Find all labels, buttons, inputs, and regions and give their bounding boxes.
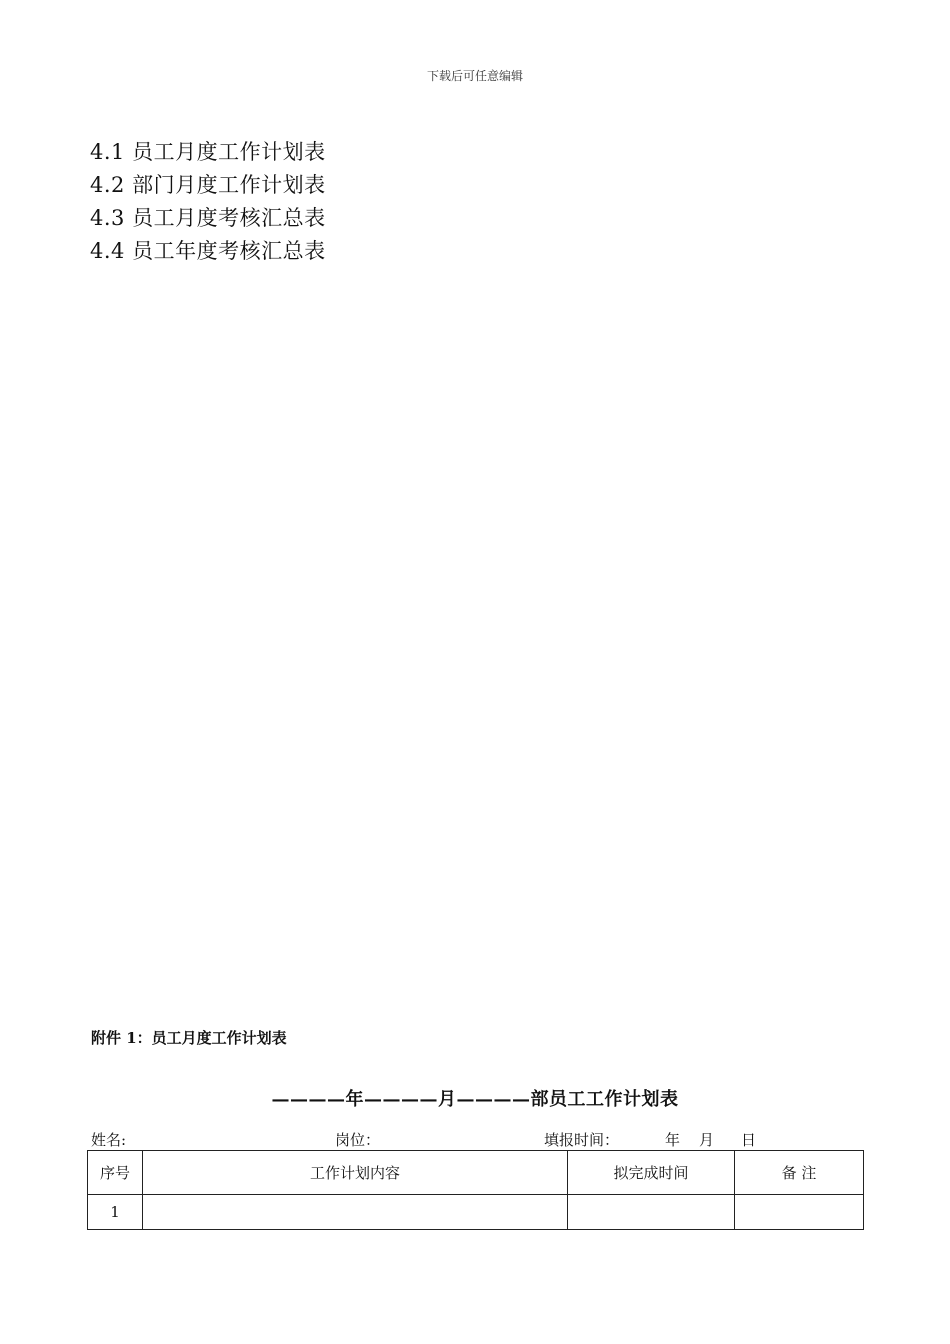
- toc-item: 4.1 员工月度工作计划表: [90, 140, 326, 164]
- table-header-row: [88, 1151, 864, 1195]
- cell-content[interactable]: [143, 1195, 568, 1230]
- cell-remarks[interactable]: [735, 1195, 864, 1230]
- table-of-contents: [90, 136, 326, 268]
- column-header-content: 工作计划内容: [143, 1151, 568, 1195]
- column-header-index: 序号: [88, 1151, 143, 1195]
- toc-item: 4.4 员工年度考核汇总表: [90, 239, 326, 263]
- attachment-title: 附件 1：员工月度工作计划表: [91, 1029, 287, 1047]
- form-title: ————年————月————部员工工作计划表: [271, 1089, 679, 1110]
- toc-item: 4.3 员工月度考核汇总表: [90, 206, 326, 230]
- table-row: [88, 1195, 864, 1230]
- post-label: 岗位：: [335, 1131, 381, 1149]
- month-label: 月: [699, 1131, 715, 1149]
- page-header: 下载后可任意编辑: [426, 69, 523, 83]
- day-label: 日: [741, 1131, 757, 1149]
- fill-time-label: 填报时间：: [544, 1131, 620, 1149]
- work-plan-table: [87, 1150, 864, 1230]
- column-header-deadline: 拟完成时间: [568, 1151, 735, 1195]
- name-label: 姓名:: [91, 1131, 127, 1149]
- cell-index: 1: [88, 1195, 143, 1230]
- column-header-remarks: 备 注: [735, 1151, 864, 1195]
- cell-deadline[interactable]: [568, 1195, 735, 1230]
- year-label: 年: [665, 1131, 681, 1149]
- toc-item: 4.2 部门月度工作计划表: [90, 173, 326, 197]
